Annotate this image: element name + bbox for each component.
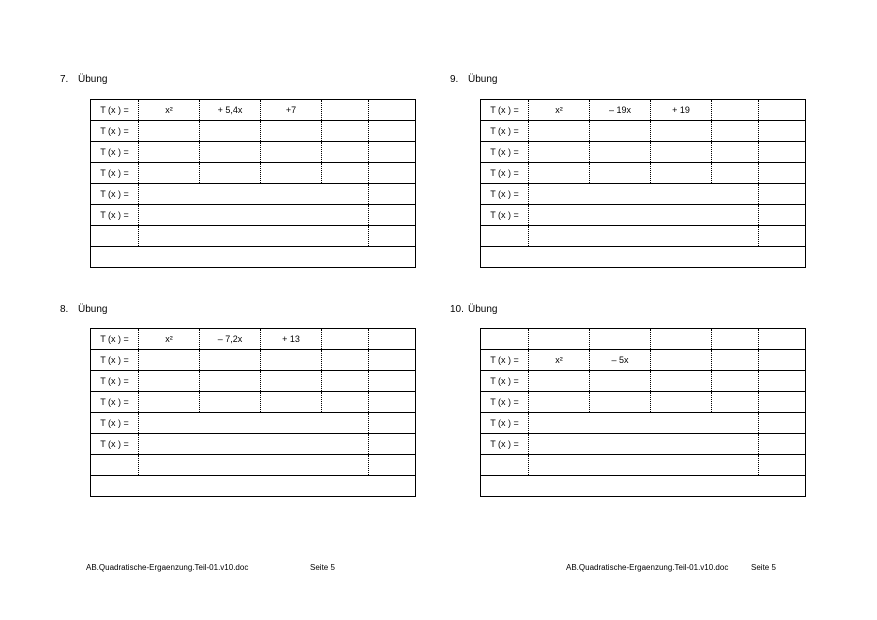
term-cell bbox=[759, 142, 806, 163]
term-cell bbox=[712, 371, 759, 392]
row-label-cell: T (x ) = bbox=[91, 163, 139, 184]
term-cell bbox=[590, 371, 651, 392]
term-cell bbox=[322, 329, 369, 350]
table-row bbox=[91, 184, 416, 205]
table-row bbox=[481, 184, 806, 205]
table-row bbox=[481, 329, 806, 350]
table-row bbox=[481, 121, 806, 142]
row-label-cell bbox=[481, 226, 529, 247]
table-row bbox=[91, 142, 416, 163]
row-label-cell bbox=[481, 476, 806, 497]
term-cell: + 19 bbox=[651, 100, 712, 121]
term-cell bbox=[139, 163, 200, 184]
table-row bbox=[481, 100, 806, 121]
term-cell bbox=[369, 350, 416, 371]
table-row bbox=[481, 163, 806, 184]
term-cell bbox=[200, 350, 261, 371]
term-cell bbox=[651, 371, 712, 392]
term-cell bbox=[322, 350, 369, 371]
term-cell bbox=[712, 142, 759, 163]
term-cell bbox=[200, 142, 261, 163]
term-cell bbox=[712, 350, 759, 371]
term-cell bbox=[759, 163, 806, 184]
term-cell bbox=[759, 392, 806, 413]
term-cell bbox=[590, 121, 651, 142]
term-cell bbox=[529, 434, 759, 455]
term-cell bbox=[139, 350, 200, 371]
term-cell bbox=[529, 163, 590, 184]
term-cell bbox=[369, 455, 416, 476]
table-row bbox=[481, 142, 806, 163]
term-cell bbox=[139, 226, 369, 247]
table-row bbox=[91, 434, 416, 455]
term-cell bbox=[369, 163, 416, 184]
term-cell bbox=[529, 205, 759, 226]
term-cell bbox=[651, 163, 712, 184]
term-cell bbox=[369, 142, 416, 163]
table-row bbox=[481, 205, 806, 226]
term-cell bbox=[651, 329, 712, 350]
table-row bbox=[481, 350, 806, 371]
term-cell bbox=[369, 392, 416, 413]
row-label-cell: T (x ) = bbox=[91, 329, 139, 350]
row-label-cell: T (x ) = bbox=[481, 392, 529, 413]
exercise-heading bbox=[60, 74, 107, 85]
term-cell bbox=[759, 455, 806, 476]
term-cell bbox=[712, 121, 759, 142]
row-label-cell: T (x ) = bbox=[91, 121, 139, 142]
table-row bbox=[91, 371, 416, 392]
row-label-cell: T (x ) = bbox=[481, 413, 529, 434]
row-label-cell: T (x ) = bbox=[91, 142, 139, 163]
term-cell bbox=[529, 184, 759, 205]
row-label-cell: T (x ) = bbox=[481, 163, 529, 184]
term-cell bbox=[712, 329, 759, 350]
table-row bbox=[91, 247, 416, 268]
term-cell bbox=[759, 371, 806, 392]
table-row bbox=[481, 455, 806, 476]
term-cell bbox=[529, 142, 590, 163]
table-row bbox=[91, 163, 416, 184]
term-cell bbox=[369, 226, 416, 247]
table-row bbox=[481, 434, 806, 455]
row-label-cell: T (x ) = bbox=[481, 100, 529, 121]
table-row bbox=[91, 121, 416, 142]
term-cell bbox=[759, 434, 806, 455]
term-cell bbox=[322, 163, 369, 184]
term-cell bbox=[651, 392, 712, 413]
table-row bbox=[91, 392, 416, 413]
term-cell bbox=[139, 142, 200, 163]
table-row bbox=[91, 413, 416, 434]
term-cell bbox=[139, 205, 369, 226]
term-cell bbox=[759, 329, 806, 350]
table-row bbox=[481, 247, 806, 268]
term-cell bbox=[369, 205, 416, 226]
row-label-cell bbox=[91, 476, 416, 497]
term-cell bbox=[759, 184, 806, 205]
exercise-title: Übung bbox=[468, 304, 498, 315]
term-cell bbox=[369, 121, 416, 142]
table-row bbox=[481, 392, 806, 413]
term-cell bbox=[261, 121, 322, 142]
term-cell: x² bbox=[529, 350, 590, 371]
term-cell bbox=[759, 226, 806, 247]
exercise-heading bbox=[450, 304, 497, 315]
exercise-title: Übung bbox=[78, 304, 108, 315]
term-cell: x² bbox=[139, 329, 200, 350]
row-label-cell: T (x ) = bbox=[91, 392, 139, 413]
row-label-cell bbox=[481, 455, 529, 476]
table-row bbox=[91, 476, 416, 497]
row-label-cell: T (x ) = bbox=[481, 205, 529, 226]
term-cell bbox=[590, 142, 651, 163]
row-label-cell bbox=[91, 455, 139, 476]
exercise-number: 8. bbox=[60, 304, 69, 315]
term-cell: x² bbox=[529, 100, 590, 121]
term-cell bbox=[590, 392, 651, 413]
term-cell bbox=[369, 184, 416, 205]
row-label-cell bbox=[481, 329, 529, 350]
term-cell bbox=[369, 100, 416, 121]
term-cell bbox=[759, 205, 806, 226]
term-cell bbox=[590, 163, 651, 184]
term-cell bbox=[261, 350, 322, 371]
table-row bbox=[91, 100, 416, 121]
term-cell bbox=[139, 392, 200, 413]
term-cell bbox=[369, 413, 416, 434]
term-cell bbox=[322, 100, 369, 121]
term-cell bbox=[759, 121, 806, 142]
exercise-heading bbox=[60, 304, 107, 315]
term-cell bbox=[529, 371, 590, 392]
row-label-cell bbox=[91, 247, 416, 268]
row-label-cell: T (x ) = bbox=[91, 413, 139, 434]
row-label-cell: T (x ) = bbox=[481, 350, 529, 371]
term-cell bbox=[261, 142, 322, 163]
term-cell bbox=[322, 371, 369, 392]
exercise-table bbox=[90, 328, 416, 497]
term-cell bbox=[369, 329, 416, 350]
term-cell: – 19x bbox=[590, 100, 651, 121]
term-cell bbox=[529, 413, 759, 434]
term-cell bbox=[759, 413, 806, 434]
exercise-table bbox=[480, 99, 806, 268]
term-cell bbox=[651, 121, 712, 142]
term-cell: + 13 bbox=[261, 329, 322, 350]
term-cell bbox=[139, 413, 369, 434]
exercise-number: 9. bbox=[450, 74, 459, 85]
footer-filename: AB.Quadratische-Ergaenzung.Teil-01.v10.doc bbox=[86, 563, 249, 572]
term-cell bbox=[261, 163, 322, 184]
exercise-number: 10. bbox=[450, 304, 464, 315]
exercise-title: Übung bbox=[78, 74, 108, 85]
term-cell bbox=[590, 329, 651, 350]
term-cell bbox=[139, 184, 369, 205]
row-label-cell bbox=[481, 247, 806, 268]
exercise-table bbox=[480, 328, 806, 497]
term-cell bbox=[139, 434, 369, 455]
footer-page-number: Seite 5 bbox=[751, 563, 776, 572]
table-row bbox=[481, 413, 806, 434]
table-row bbox=[91, 455, 416, 476]
table-row bbox=[91, 205, 416, 226]
term-cell bbox=[139, 371, 200, 392]
term-cell bbox=[322, 142, 369, 163]
row-label-cell: T (x ) = bbox=[481, 184, 529, 205]
term-cell bbox=[369, 434, 416, 455]
table-row bbox=[481, 476, 806, 497]
term-cell bbox=[712, 163, 759, 184]
term-cell bbox=[529, 226, 759, 247]
row-label-cell: T (x ) = bbox=[481, 142, 529, 163]
term-cell: + 5,4x bbox=[200, 100, 261, 121]
term-cell: – 5x bbox=[590, 350, 651, 371]
term-cell bbox=[261, 392, 322, 413]
row-label-cell: T (x ) = bbox=[91, 205, 139, 226]
term-cell bbox=[529, 329, 590, 350]
exercise-number: 7. bbox=[60, 74, 69, 85]
row-label-cell: T (x ) = bbox=[91, 100, 139, 121]
exercise-heading bbox=[450, 74, 497, 85]
term-cell bbox=[200, 371, 261, 392]
term-cell bbox=[200, 121, 261, 142]
term-cell bbox=[200, 392, 261, 413]
table-row bbox=[481, 226, 806, 247]
row-label-cell: T (x ) = bbox=[481, 371, 529, 392]
term-cell: +7 bbox=[261, 100, 322, 121]
footer-filename: AB.Quadratische-Ergaenzung.Teil-01.v10.doc bbox=[566, 563, 729, 572]
term-cell bbox=[529, 392, 590, 413]
row-label-cell: T (x ) = bbox=[91, 350, 139, 371]
exercise-title: Übung bbox=[468, 74, 498, 85]
term-cell bbox=[139, 455, 369, 476]
term-cell bbox=[369, 371, 416, 392]
row-label-cell bbox=[91, 226, 139, 247]
row-label-cell: T (x ) = bbox=[91, 371, 139, 392]
term-cell bbox=[322, 392, 369, 413]
term-cell bbox=[261, 371, 322, 392]
term-cell bbox=[712, 392, 759, 413]
term-cell bbox=[651, 142, 712, 163]
table-row bbox=[481, 371, 806, 392]
term-cell bbox=[651, 350, 712, 371]
term-cell bbox=[529, 455, 759, 476]
term-cell bbox=[712, 100, 759, 121]
table-row bbox=[91, 226, 416, 247]
exercise-table bbox=[90, 99, 416, 268]
term-cell: – 7,2x bbox=[200, 329, 261, 350]
row-label-cell: T (x ) = bbox=[481, 434, 529, 455]
table-row bbox=[91, 329, 416, 350]
footer-page-number: Seite 5 bbox=[310, 563, 335, 572]
row-label-cell: T (x ) = bbox=[481, 121, 529, 142]
term-cell bbox=[139, 121, 200, 142]
term-cell bbox=[759, 100, 806, 121]
term-cell bbox=[322, 121, 369, 142]
term-cell bbox=[759, 350, 806, 371]
term-cell bbox=[529, 121, 590, 142]
term-cell bbox=[200, 163, 261, 184]
table-row bbox=[91, 350, 416, 371]
term-cell: x² bbox=[139, 100, 200, 121]
row-label-cell: T (x ) = bbox=[91, 434, 139, 455]
row-label-cell: T (x ) = bbox=[91, 184, 139, 205]
